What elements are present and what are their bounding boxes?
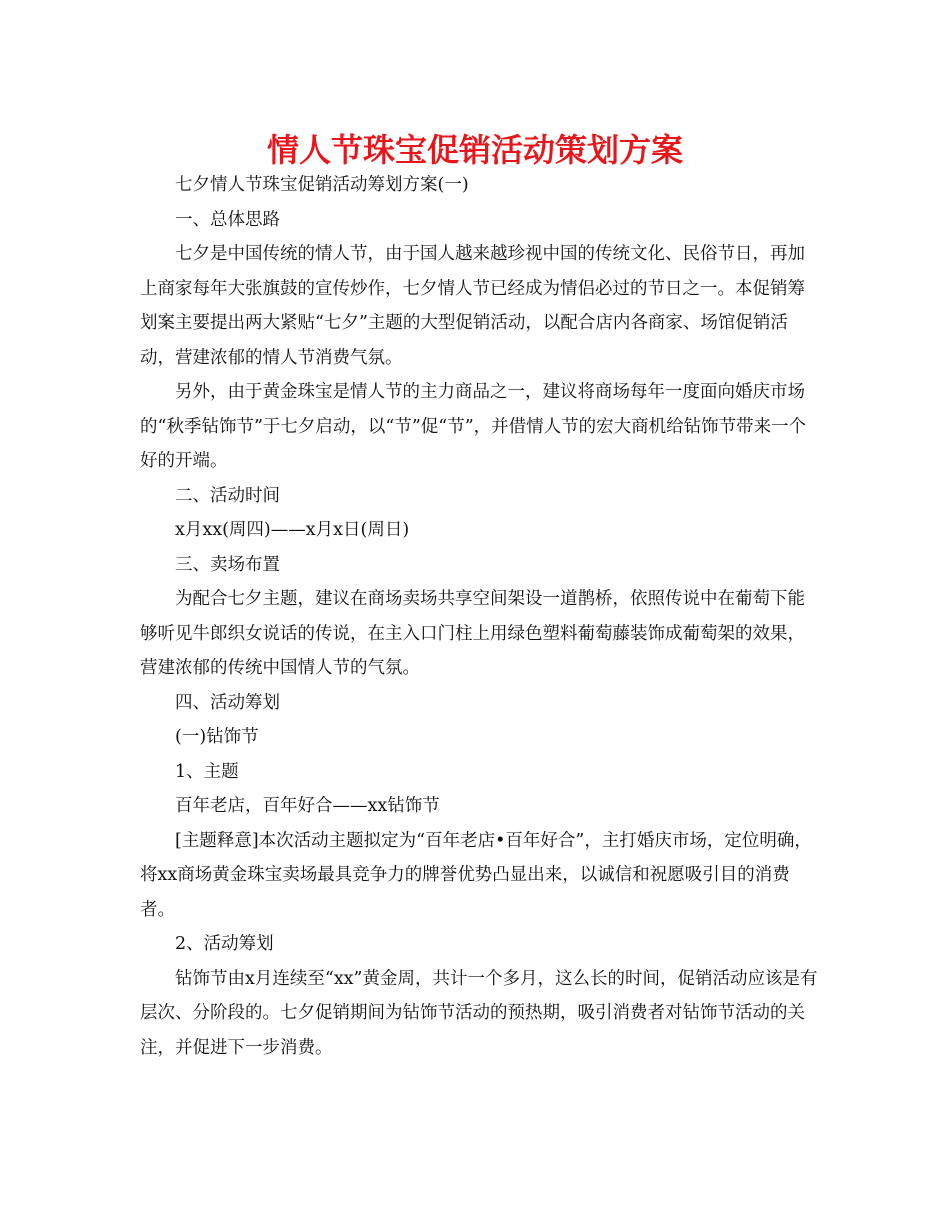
section-heading-activity-plan: 四、活动筹划 [175,692,280,713]
body-paragraph: 为配合七夕主题，建议在商场卖场共享空间架设一道鹊桥，依照传说中在葡萄下能够听见牛郎织女说话的传说，在主入口门柱上用绿色塑料葡萄藤装饰成葡萄架的效果，营建浓郁的传统中国情人节的气氛。 [140,589,805,678]
body-paragraph: [主题释意]本次活动主题拟定为“百年老店•百年好合”，主打婚庆市场，定位明确，将xx商场黄金珠宝卖场最具竞争力的牌誉优势凸显出来，以诚信和祝愿吸引目的消费者。 [140,830,812,920]
item-heading: 2、活动筹划 [175,934,274,954]
body-paragraph: 七夕是中国传统的情人节，由于国人越来越珍视中国的传统文化、民俗节日，再加上商家每年大张旗鼓的宣传炒作，七夕情人节已经成为情侣必过的节日之一。本促销筹划案主要提出两大紧贴“七夕”主题的大型促销活动，以配合店内各商家、场馆促销活动，营建浓郁的情人节消费气氛。 [140,244,805,368]
section-heading-overall-idea: 一、总体思路 [175,209,280,230]
section-heading-activity-time: 二、活动时间 [175,485,280,506]
subsection-heading: (一)钻饰节 [175,727,259,747]
body-paragraph: 钻饰节由x月连续至“xx”黄金周，共计一个多月，这么长的时间，促销活动应该是有层次、分阶段的。七夕促销期间为钻饰节活动的预热期，吸引消费者对钻饰节活动的关注，并促进下一步消费。 [140,968,818,1058]
theme-text: 百年老店，百年好合——xx钻饰节 [175,796,440,816]
section-heading-store-layout: 三、卖场布置 [175,554,280,575]
activity-time-text: x月xx(周四)——x月x日(周日) [175,520,410,540]
document-title: 情人节珠宝促销活动策划方案 [266,131,683,169]
body-paragraph: 另外，由于黄金珠宝是情人节的主力商品之一，建议将商场每年一度面向婚庆市场的“秋季钻饰节”于七夕启动，以“节”促“节”，并借情人节的宏大商机给钻饰节带来一个好的开端。 [140,382,807,471]
document-body [140,168,820,1065]
item-heading: 1、主题 [175,761,239,782]
subtitle-paragraph: 七夕情人节珠宝促销活动筹划方案(一) [175,175,469,195]
